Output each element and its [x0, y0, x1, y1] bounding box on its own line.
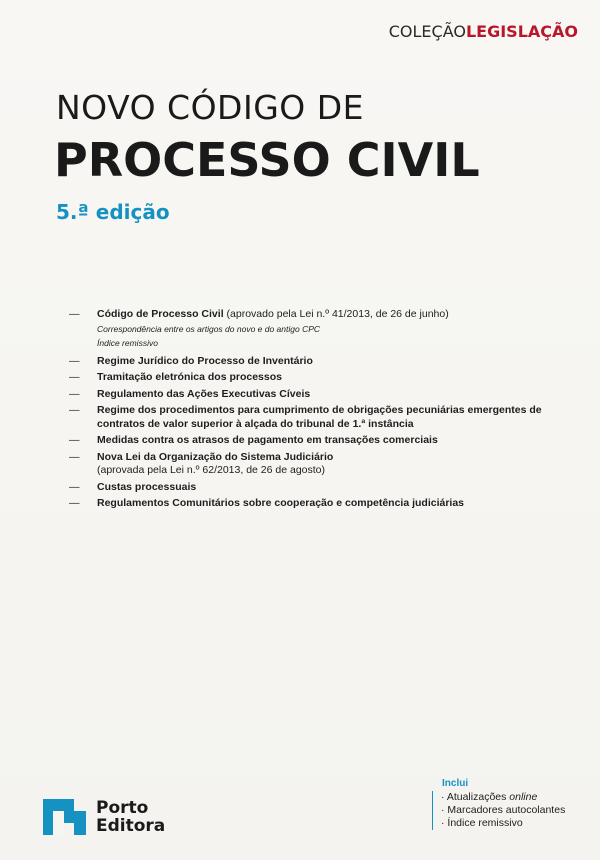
item-title: Regulamentos Comunitários sobre cooperação e competência judiciárias: [97, 497, 465, 509]
item-title: Regime dos procedimentos para cumprimento de obrigações pecuniárias emergentes de contratos de valor superior à alçada do tribunal de 1.ª instância: [97, 404, 542, 430]
item-title: Custas processuais: [97, 480, 197, 493]
item-note: (aprovada pela Lei n.º 62/2013, de 26 de agosto): [97, 464, 326, 476]
edition-label: 5.ª edição: [56, 200, 170, 224]
includes-item-text: · Atualizações: [441, 791, 510, 803]
item-title: Medidas contra os atrasos de pagamento em transações comerciais: [97, 434, 438, 446]
dash-marker: —: [69, 434, 80, 446]
item-title: Regulamento das Ações Executivas Cíveis: [97, 387, 311, 400]
list-item: [65, 481, 545, 495]
item-title: Código de Processo Civil: [97, 308, 224, 320]
publisher-name-line2: Editora: [96, 816, 166, 836]
title-line-1: NOVO CÓDIGO DE: [56, 88, 364, 127]
item-note: (aprovado pela Lei n.º 41/2013, de 26 de junho): [223, 308, 449, 320]
dash-marker: —: [69, 308, 80, 320]
item-title: Nova Lei da Organização do Sistema Judiciário: [97, 450, 334, 463]
publisher-name-line1: Porto: [96, 798, 149, 818]
dash-marker: —: [69, 371, 80, 383]
includes-box: [432, 778, 565, 830]
item-subnote: Índice remissivo: [97, 337, 158, 348]
includes-item-emphasis: online: [509, 791, 538, 803]
dash-marker: —: [69, 480, 80, 493]
publisher-logo: [42, 797, 165, 837]
dash-marker: —: [69, 497, 80, 509]
collection-name: LEGISLAÇÃO: [465, 22, 578, 41]
item-subnote: Correspondência entre os artigos do novo e do antigo CPC: [97, 323, 321, 334]
dash-marker: —: [69, 450, 80, 463]
dash-marker: —: [69, 354, 80, 367]
publisher-mark-icon: [42, 797, 90, 837]
list-item: [65, 308, 545, 352]
includes-item: [441, 791, 565, 804]
list-item: [65, 355, 545, 369]
list-item: [65, 388, 545, 402]
includes-title: Inclui: [442, 778, 469, 789]
collection-prefix: COLEÇÃO: [388, 22, 466, 41]
includes-item: · Índice remissivo: [441, 817, 523, 829]
list-item: [65, 497, 545, 511]
includes-item: · Marcadores autocolantes: [441, 804, 566, 816]
collection-label: [389, 22, 578, 41]
list-item: [65, 451, 545, 478]
item-title: Regime Jurídico do Processo de Inventário: [97, 354, 313, 367]
list-item: [65, 371, 545, 385]
contents-list: [65, 308, 545, 514]
dash-marker: —: [69, 404, 80, 416]
list-item: [65, 404, 545, 431]
title-line-2: PROCESSO CIVIL: [54, 133, 480, 187]
list-item: [65, 434, 545, 448]
dash-marker: —: [69, 387, 80, 400]
item-title: Tramitação eletrónica dos processos: [97, 371, 282, 383]
